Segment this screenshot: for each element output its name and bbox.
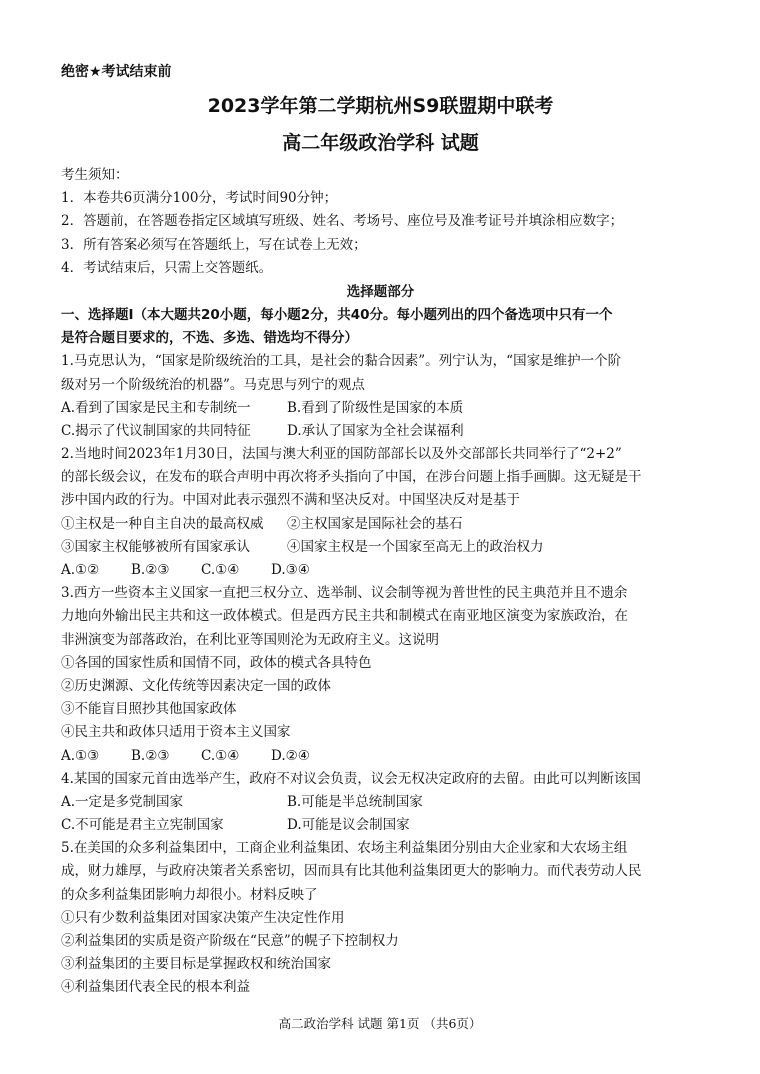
question-stem: 的部长级会议，在发布的联合声明中再次将矛头指向了中国，在涉台问题上指手画脚。这无疑是干 [61,469,642,486]
exam-title: 2023学年第二学期杭州S9联盟期中联考 [207,95,554,117]
statement-4: ④国家主权是一个国家至高无上的政治权力 [287,538,544,555]
notice-item: 2．答题前，在答题卷指定区域填写班级、姓名、考场号、座位号及准考证号并填涂相应数字； [61,213,624,230]
question-stem: 非洲演变为部落政治，在利比亚等国则沦为无政府主义。这说明 [61,631,439,648]
exam-subtitle: 高二年级政治学科 试题 [282,132,479,154]
question-3 [61,582,700,768]
question-stem: 的众多利益集团影响力却很小。材料反映了 [61,886,318,903]
option-d: D.承认了国家为全社会谋福利 [287,422,464,439]
question-2 [61,443,700,582]
statement-3: ③国家主权能够被所有国家承认 [61,538,250,555]
statement-4: ④民主共和政体只适用于资本主义国家 [61,724,291,741]
statement-2: ②历史渊源、文化传统等因素决定一国的政体 [61,677,331,694]
question-stem: 力地向外输出民主共和这一政体模式。但是西方民主共和制模式在南亚地区演变为家族政治，在 [61,608,628,625]
question-stem: 涉中国内政的行为。中国对此表示强烈不满和坚决反对。中国坚决反对是基于 [61,492,520,509]
option-a: A.①② [61,562,100,578]
question-stem: 2.当地时间2023年1月30日，法国与澳大利亚的国防部部长以及外交部部长共同举行了“2+2” [61,446,622,463]
question-stem: 1.马克思认为，“国家是阶级统治的工具，是社会的黏合因素”。列宁认为，“国家是维护一个阶 [61,353,622,370]
statement-2: ②利益集团的实质是资产阶级在“民意”的幌子下控制权力 [61,933,399,949]
statement-3: ③利益集团的主要目标是掌握政权和统治国家 [61,956,331,973]
question-4 [61,768,700,838]
question-stem: 级对另一个阶级统治的机器”。马克思与列宁的观点 [61,376,365,393]
notice-title: 考生须知： [61,167,129,183]
options-row [61,397,700,420]
notice-item: 3．所有答案必须写在答题纸上，写在试卷上无效； [61,236,367,253]
confidential-mark: 绝密★考试结束前 [61,64,172,80]
option-a: A.①③ [61,747,100,764]
option-c: C.不可能是君主立宪制国家 [61,817,224,834]
options-row [61,814,700,837]
candidate-notice [61,164,700,280]
option-d: D.可能是议会制国家 [287,817,410,834]
option-b: B.②③ [131,562,170,578]
section-instructions: 是符合题目要求的，不选、多选、错选均不得分） [61,330,358,347]
options-row [61,420,700,443]
statement-1: ①主权是一种自主自决的最高权威 [61,515,264,532]
question-stem: 4.某国的国家元首由选举产生，政府不对议会负责，议会无权决定政府的去留。由此可以判断该国 [61,770,641,787]
options-row [61,791,700,814]
option-a: A.一定是多党制国家 [61,793,184,810]
options-row [61,745,700,768]
statement-1: ①只有少数利益集团对国家决策产生决定性作用 [61,909,345,926]
statements-row [61,536,700,559]
option-b: B.②③ [131,747,170,764]
question-stem: 3.西方一些资本主义国家一直把三权分立、选举制、议会制等视为普世性的民主典范并且不遗余 [61,585,628,602]
option-c: C.①④ [201,747,240,764]
page-footer: 高二政治学科 试题 第1页 （共6页） [278,1016,482,1031]
notice-item: 4．考试结束后，只需上交答题纸。 [61,259,273,276]
section-instructions: 一、选择题Ⅰ（本大题共20小题，每小题2分，共40分。每小题列出的四个备选项中只有一个 [61,306,613,323]
option-c: C.揭示了代议制国家的共同特征 [61,422,251,439]
statement-4: ④利益集团代表全民的根本利益 [61,979,250,996]
question-5 [61,837,700,999]
part-heading: 选择题部分 [346,283,415,300]
option-b: B.可能是半总统制国家 [287,793,423,810]
question-stem: 成，财力雄厚，与政府决策者关系密切，因而具有比其他利益集团更大的影响力。而代表劳动人民 [61,863,642,880]
option-c: C.①④ [201,562,240,578]
statement-2: ②主权国家是国际社会的基石 [287,515,463,532]
statement-3: ③不能盲目照抄其他国家政体 [61,701,237,718]
option-d: D.③④ [271,562,310,578]
option-a: A.看到了国家是民主和专制统一 [61,399,251,416]
statement-1: ①各国的国家性质和国情不同，政体的模式各具特色 [61,654,372,671]
question-1 [61,350,700,443]
question-stem: 5.在美国的众多利益集团中，工商企业利益集团、农场主利益集团分别由大企业家和大农场主组 [61,840,628,857]
notice-item: 1．本卷共6页满分100分，考试时间90分钟； [61,190,338,207]
option-b: B.看到了阶级性是国家的本质 [287,399,464,416]
statements-row [61,513,700,536]
option-d: D.②④ [271,747,310,764]
options-row [61,559,700,582]
